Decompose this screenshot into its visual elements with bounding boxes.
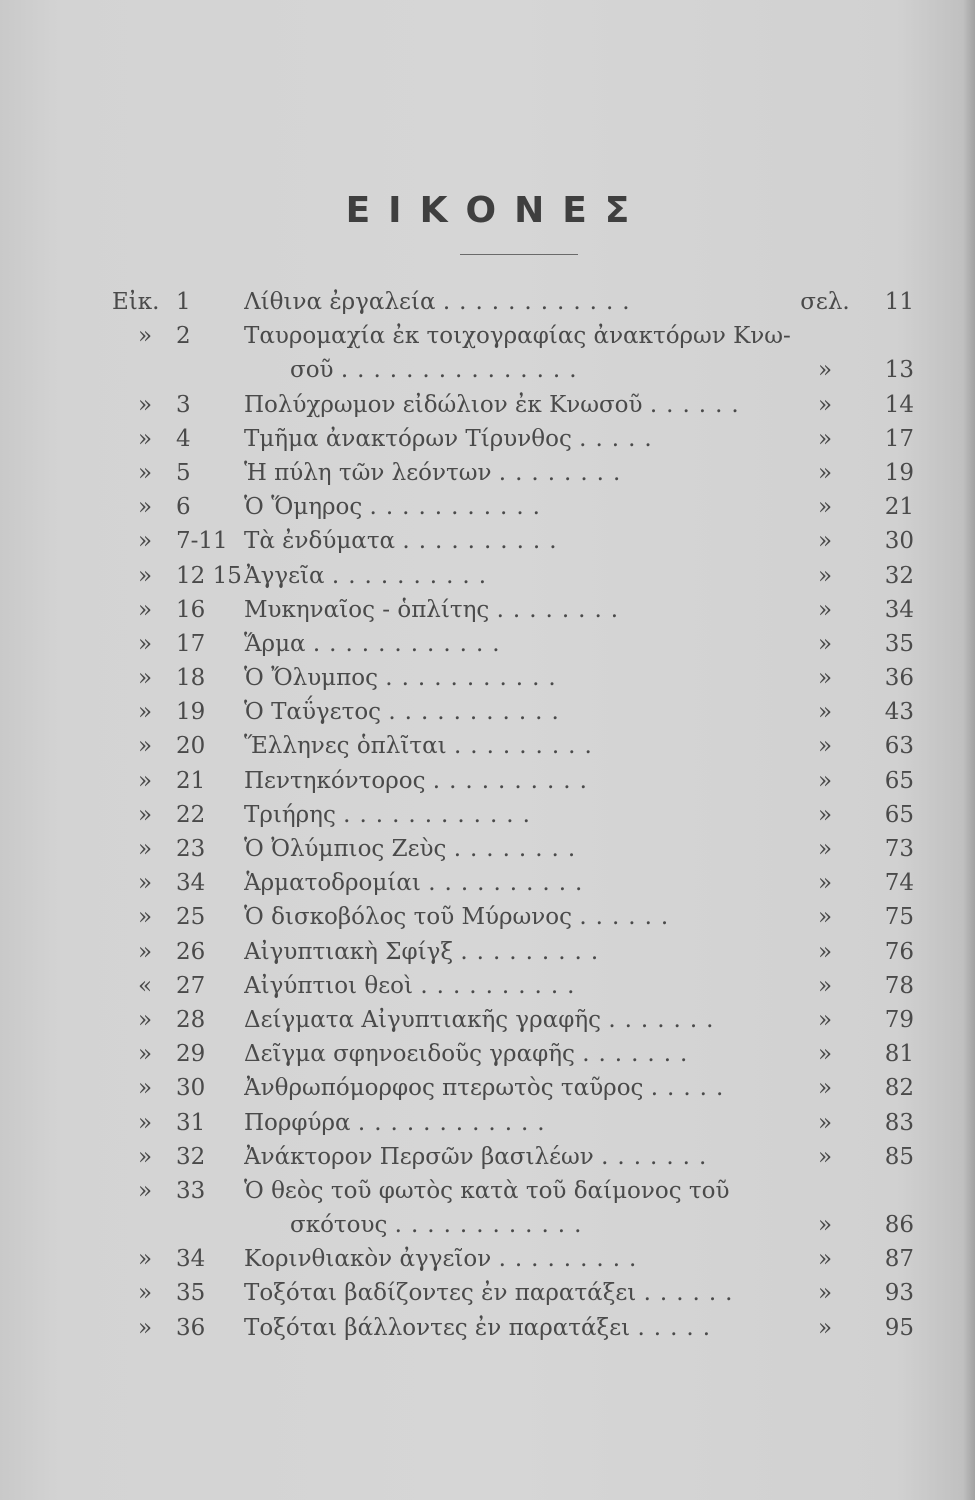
page-label: »	[817, 494, 833, 521]
figure-number: 21	[176, 767, 206, 794]
page-number: 19	[884, 459, 914, 486]
page-label: »	[817, 1280, 833, 1307]
entry-prefix: »	[138, 904, 153, 931]
caption-text: Ὁ Ταΰγετος	[244, 699, 382, 726]
page-label: »	[817, 562, 833, 589]
page-number: 78	[884, 972, 914, 999]
figure-number: 36	[176, 1314, 206, 1341]
figure-caption	[290, 353, 804, 387]
leader-dots: ............	[394, 1212, 591, 1239]
caption-text: Ὁ Ὀλύμπιος Ζεὺς	[244, 836, 447, 862]
list-item	[0, 1140, 975, 1174]
figure-number: 32	[176, 1143, 206, 1170]
entry-prefix: »	[138, 1280, 153, 1307]
entry-prefix: »	[138, 459, 153, 486]
list-item	[0, 798, 975, 832]
page-number: 14	[884, 391, 914, 418]
leader-dots: .......	[582, 1041, 697, 1068]
caption-text: Ταυρομαχία ἐκ τοιχογραφίας ἀνακτόρων Κνω-	[244, 323, 791, 350]
page-title: ΕΙΚΟΝΕΣ	[345, 190, 648, 231]
caption-text: Ἁρματοδρομίαι	[244, 870, 421, 897]
page-number: 34	[884, 596, 914, 623]
figure-caption	[244, 388, 804, 422]
entry-prefix: »	[138, 1041, 153, 1068]
figure-number: 35	[176, 1280, 206, 1307]
caption-text: Πολύχρωμον εἰδώλιον ἐκ Κνωσοῦ	[244, 391, 643, 418]
page-number: 13	[884, 357, 914, 384]
figure-number: 28	[176, 1006, 206, 1033]
leader-dots: .....	[637, 1314, 720, 1341]
page-label: »	[817, 1006, 833, 1033]
page-number: 65	[884, 767, 914, 794]
entry-prefix: »	[138, 938, 153, 965]
list-item	[0, 1071, 975, 1105]
leader-dots: .........	[453, 733, 601, 760]
list-item	[0, 524, 975, 558]
caption-text: Λίθινα ἐργαλεία	[244, 289, 436, 315]
list-item	[0, 1037, 975, 1071]
list-item	[0, 764, 975, 798]
page-number: 11	[884, 289, 914, 315]
leader-dots: ...........	[369, 494, 549, 521]
page-number: 85	[884, 1143, 914, 1170]
leader-dots: .......	[608, 1006, 723, 1033]
page-label: »	[817, 1212, 833, 1239]
figure-caption	[244, 422, 804, 456]
list-item	[0, 593, 975, 627]
figure-caption	[244, 832, 804, 866]
figure-number: 25	[176, 904, 206, 931]
page-label: »	[817, 1041, 833, 1068]
caption-text: Ὁ Ὅμηρος	[244, 494, 363, 521]
entry-prefix: »	[138, 1143, 153, 1170]
entry-prefix: »	[138, 1075, 153, 1102]
caption-text: Ὁ Ὄλυμπος	[244, 665, 378, 692]
leader-dots: .....	[650, 1075, 733, 1102]
page-number: 95	[884, 1314, 914, 1341]
entry-prefix: »	[138, 1314, 153, 1341]
figure-caption	[244, 593, 804, 627]
caption-text: Δεῖγμα σφηνοειδοῦς γραφῆς	[244, 1041, 575, 1068]
page-label: σελ.	[800, 289, 850, 315]
entry-prefix: »	[138, 425, 153, 452]
page-number: 43	[884, 699, 914, 726]
page-number: 63	[884, 733, 914, 760]
leader-dots: ......	[579, 904, 678, 931]
list-item	[0, 456, 975, 490]
figure-caption	[290, 1208, 804, 1242]
list-item	[0, 388, 975, 422]
page-label: »	[817, 938, 833, 965]
page-number: 81	[884, 1041, 914, 1068]
figure-caption	[244, 969, 804, 1003]
page-label: »	[817, 733, 833, 760]
page-number: 87	[884, 1246, 914, 1273]
page-label: »	[817, 596, 833, 623]
page-label: »	[817, 1109, 833, 1136]
list-item	[0, 1276, 975, 1310]
caption-text: Τμῆμα ἀνακτόρων Τίρυνθος	[244, 425, 572, 452]
caption-text: Ἕλληνες ὁπλῖται	[244, 733, 447, 760]
list-item	[0, 832, 975, 866]
leader-dots: ..........	[402, 528, 566, 555]
page-edge-shadow	[963, 0, 975, 1500]
list-item	[0, 1208, 975, 1242]
figure-number: 34	[176, 1246, 206, 1273]
figure-caption	[244, 1071, 804, 1105]
figure-caption	[244, 764, 804, 798]
entry-prefix: »	[138, 767, 153, 794]
page-label: »	[817, 665, 833, 692]
figure-number: 18	[176, 665, 206, 692]
list-item	[0, 422, 975, 456]
figure-caption	[244, 729, 804, 763]
list-item	[0, 900, 975, 934]
leader-dots: ............	[312, 630, 509, 657]
caption-text: Ἡ πύλη τῶν λεόντων	[244, 459, 492, 486]
entry-prefix: Εἰκ.	[112, 289, 160, 315]
page-label: »	[817, 904, 833, 931]
figure-caption	[244, 524, 804, 558]
list-item	[0, 490, 975, 524]
figure-caption	[244, 319, 804, 353]
leader-dots: ...........	[388, 699, 568, 726]
figure-caption	[244, 1037, 804, 1071]
page-number: 74	[884, 870, 914, 897]
entry-prefix: »	[138, 630, 153, 657]
leader-dots: ............	[343, 801, 539, 828]
figure-caption	[244, 627, 804, 661]
leader-dots: ..........	[428, 870, 592, 897]
page-label: »	[817, 1143, 833, 1170]
figure-number: 23	[176, 836, 206, 862]
entry-prefix: »	[138, 391, 153, 418]
figure-caption	[244, 935, 804, 969]
figure-number: 20	[176, 733, 206, 760]
list-item	[0, 729, 975, 763]
page-number: 35	[884, 630, 914, 657]
list-item	[0, 661, 975, 695]
figure-number: 2	[176, 323, 191, 350]
leader-dots: ........	[498, 459, 630, 486]
list-item	[0, 1174, 975, 1208]
figure-number: 17	[176, 630, 206, 657]
entry-prefix: »	[138, 836, 153, 862]
figure-number: 27	[176, 972, 206, 999]
figure-number: 4	[176, 425, 191, 452]
page-label: »	[817, 1075, 833, 1102]
entry-prefix: »	[138, 733, 153, 760]
page-number: 32	[884, 562, 914, 589]
figure-number: 7-11	[176, 528, 228, 555]
page-label: »	[817, 801, 833, 828]
leader-dots: ......	[643, 1280, 742, 1307]
figure-number: 34	[176, 870, 206, 897]
figure-caption	[244, 661, 804, 695]
page-number: 86	[884, 1212, 914, 1239]
page-label: »	[817, 836, 833, 862]
page-number: 75	[884, 904, 914, 931]
list-item	[0, 695, 975, 729]
leader-dots: ............	[442, 289, 639, 315]
leader-dots: ...............	[340, 357, 586, 384]
leader-dots: ............	[357, 1109, 554, 1136]
figure-number: 3	[176, 391, 191, 418]
caption-text: σοῦ	[290, 357, 334, 384]
figure-number: 5	[176, 459, 191, 486]
figure-number: 30	[176, 1075, 206, 1102]
figure-number: 33	[176, 1177, 206, 1204]
entry-prefix: «	[138, 972, 153, 999]
page-number: 36	[884, 665, 914, 692]
entry-prefix: »	[138, 801, 153, 828]
caption-text: Ὁ δισκοβόλος τοῦ Μύρωνος	[244, 904, 573, 931]
page-label: »	[817, 357, 833, 384]
entry-prefix: »	[138, 596, 153, 623]
title-rule	[460, 254, 578, 255]
entry-prefix: »	[138, 494, 153, 521]
page-number: 65	[884, 801, 914, 828]
page-number: 83	[884, 1109, 914, 1136]
caption-text: Αἰγυπτιακὴ Σφίγξ	[244, 938, 454, 965]
entry-prefix: »	[138, 870, 153, 897]
caption-text: Ἀνθρωπόμορφος πτερωτὸς ταῦρος	[244, 1075, 644, 1102]
list-item	[0, 353, 975, 387]
list-item	[0, 559, 975, 593]
figure-number: 26	[176, 938, 206, 965]
figure-caption	[244, 900, 804, 934]
page-number: 73	[884, 836, 914, 862]
page-label: »	[817, 1314, 833, 1341]
figure-number: 31	[176, 1109, 206, 1136]
entry-prefix: »	[138, 699, 153, 726]
entry-prefix: »	[138, 1177, 153, 1204]
figure-caption	[244, 285, 804, 319]
figure-caption	[244, 798, 804, 832]
leader-dots: ..........	[331, 562, 496, 589]
leader-dots: ...........	[385, 665, 565, 692]
caption-text: σκότους	[290, 1212, 388, 1239]
list-item	[0, 319, 975, 353]
page-number: 21	[884, 494, 914, 521]
leader-dots: .......	[601, 1143, 716, 1170]
figure-caption	[244, 866, 804, 900]
figure-caption	[244, 1106, 804, 1140]
caption-text: Τοξόται βαδίζοντες ἐν παρατάξει	[244, 1280, 637, 1307]
page-label: »	[817, 972, 833, 999]
figure-caption	[244, 1140, 804, 1174]
page-label: »	[817, 391, 833, 418]
caption-text: Ἀνάκτορον Περσῶν βασιλέων	[244, 1143, 594, 1170]
figure-number: 19	[176, 699, 206, 726]
figure-caption	[244, 490, 804, 524]
figure-caption	[244, 1276, 804, 1310]
figure-number: 29	[176, 1041, 206, 1068]
leader-dots: ......	[649, 391, 748, 418]
figure-number: 22	[176, 801, 206, 828]
caption-text: Ἅρμα	[244, 630, 306, 657]
figure-caption	[244, 1003, 804, 1037]
figure-caption	[244, 695, 804, 729]
figure-caption	[244, 1311, 804, 1345]
caption-text: Τριήρης	[244, 801, 336, 828]
page-number: 17	[884, 425, 914, 452]
page-number: 79	[884, 1006, 914, 1033]
entry-prefix: »	[138, 1006, 153, 1033]
leader-dots: .........	[498, 1246, 646, 1273]
page-number: 93	[884, 1280, 914, 1307]
page-number: 30	[884, 528, 914, 555]
figure-caption	[244, 559, 804, 593]
leader-dots: ..........	[432, 767, 596, 794]
leader-dots: .........	[460, 938, 608, 965]
page-label: »	[817, 459, 833, 486]
figure-caption	[244, 456, 804, 490]
list-item	[0, 1311, 975, 1345]
figure-number: 12 15	[176, 562, 242, 589]
caption-text: Τοξόται βάλλοντες ἐν παρατάξει	[244, 1314, 631, 1341]
page-label: »	[817, 870, 833, 897]
page-label: »	[817, 630, 833, 657]
list-item	[0, 1242, 975, 1276]
figure-caption	[244, 1242, 804, 1276]
leader-dots: ..........	[420, 972, 584, 999]
page-label: »	[817, 767, 833, 794]
caption-text: Μυκηναῖος - ὁπλίτης	[244, 596, 490, 623]
caption-text: Πεντηκόντορος	[244, 767, 426, 794]
entry-prefix: »	[138, 323, 153, 350]
leader-dots: ........	[453, 836, 585, 862]
illustrations-list	[0, 285, 975, 1345]
figure-number: 16	[176, 596, 206, 623]
page-label: »	[817, 1246, 833, 1273]
caption-text: Δείγματα Αἰγυπτιακῆς γραφῆς	[244, 1006, 601, 1033]
figure-number: 6	[176, 494, 191, 521]
leader-dots: .....	[579, 425, 661, 452]
figure-caption	[244, 1174, 804, 1208]
caption-text: Κορινθιακὸν ἀγγεῖον	[244, 1246, 492, 1273]
entry-prefix: »	[138, 665, 153, 692]
page-number: 76	[884, 938, 914, 965]
page-number: 82	[884, 1075, 914, 1102]
leader-dots: ........	[496, 596, 628, 623]
list-item	[0, 285, 975, 319]
caption-text: Τὰ ἐνδύματα	[244, 528, 396, 555]
list-item	[0, 866, 975, 900]
caption-text: Ὁ θεὸς τοῦ φωτὸς κατὰ τοῦ δαίμονος τοῦ	[244, 1177, 730, 1204]
entry-prefix: »	[138, 1109, 153, 1136]
list-item	[0, 627, 975, 661]
entry-prefix: »	[138, 562, 153, 589]
caption-text: Αἰγύπτιοι θεοὶ	[244, 972, 414, 999]
page-label: »	[817, 425, 833, 452]
page-label: »	[817, 528, 833, 555]
list-item	[0, 1003, 975, 1037]
caption-text: Ἀγγεῖα	[244, 562, 325, 589]
list-item	[0, 1106, 975, 1140]
list-item	[0, 969, 975, 1003]
list-item	[0, 935, 975, 969]
entry-prefix: »	[138, 528, 153, 555]
entry-prefix: »	[138, 1246, 153, 1273]
caption-text: Πορφύρα	[244, 1109, 351, 1136]
figure-number: 1	[176, 289, 191, 315]
page-label: »	[817, 699, 833, 726]
